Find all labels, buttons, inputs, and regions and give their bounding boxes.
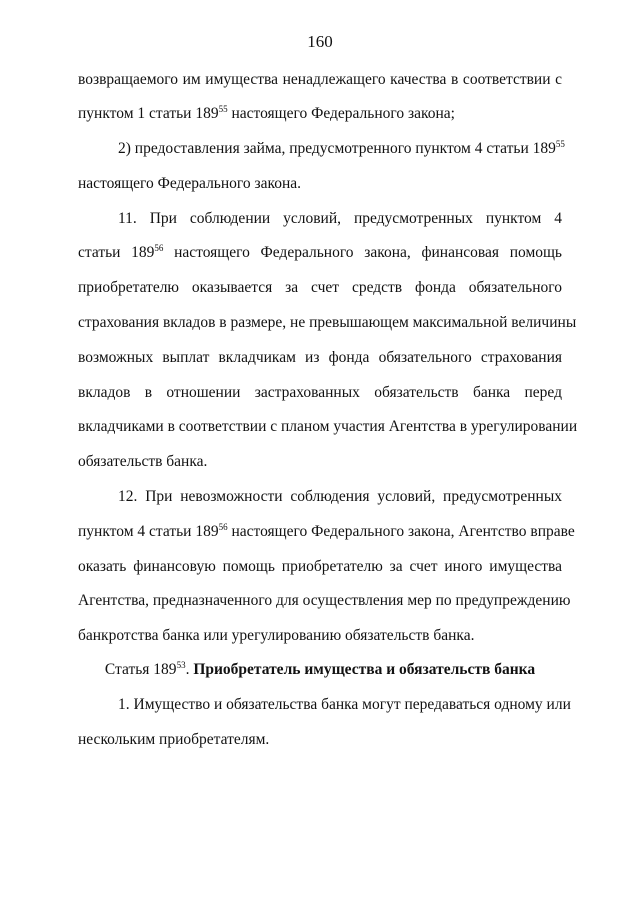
text-line: вкладчиками в соответствии с планом участия Агентства в урегулировании [78,418,578,435]
text-line: приобретателю оказывается за счет средств фонда обязательного [78,279,562,296]
text-line: Агентства, предназначенного для осуществления мер по предупреждению [78,592,571,609]
text-line: обязательств банка. [78,453,208,470]
text-line [78,106,562,121]
text-span: пунктом 4 статьи 189 [78,523,219,540]
paragraph-11-start: 11. При соблюдении условий, предусмотренных пунктом 4 [118,210,562,227]
text-span: пунктом 1 статьи 189 [78,105,219,122]
superscript: 55 [218,104,228,114]
text-line: нескольким приобретателям. [78,731,270,748]
article-heading [78,662,562,677]
text-span: статьи 189 [78,244,155,261]
text-span: настоящего Федерального закона, Агентство вправе [227,523,575,540]
page-number: 160 [307,32,333,51]
article-number: Статья 189 [104,661,177,678]
superscript: 56 [218,522,228,532]
text-span: 2) предоставления займа, предусмотренного пунктом 4 статьи 189 [118,140,556,157]
text-line [118,139,565,157]
article-title: Приобретатель имущества и обязательств банка [193,661,536,678]
text-line: возвращаемого им имущества ненадлежащего качества в соответствии с [78,71,562,88]
heading-separator: . [185,661,194,678]
text-line: банкротства банка или урегулированию обязательств банка. [78,627,475,644]
text-line [78,245,562,260]
superscript: 55 [555,139,565,149]
text-line: вкладов в отношении застрахованных обязательств банка перед [78,384,562,401]
text-span: настоящего Федерального закона, финансовая помощь [163,244,563,261]
text-line: возможных выплат вкладчикам из фонда обязательного страхования [78,349,562,366]
paragraph-1-start: 1. Имущество и обязательства банка могут передаваться одному или [118,696,571,713]
text-line [78,522,575,540]
text-line: настоящего Федерального закона. [78,175,302,192]
superscript: 56 [154,243,164,253]
text-line: страхования вкладов в размере, не превышающем максимальной величины [78,314,577,331]
text-line: оказать финансовую помощь приобретателю за счет иного имущества [78,558,562,575]
paragraph-12-start: 12. При невозможности соблюдения условий, предусмотренных [118,488,562,505]
text-span: настоящего Федерального закона; [227,105,455,122]
superscript: 53 [176,660,186,670]
